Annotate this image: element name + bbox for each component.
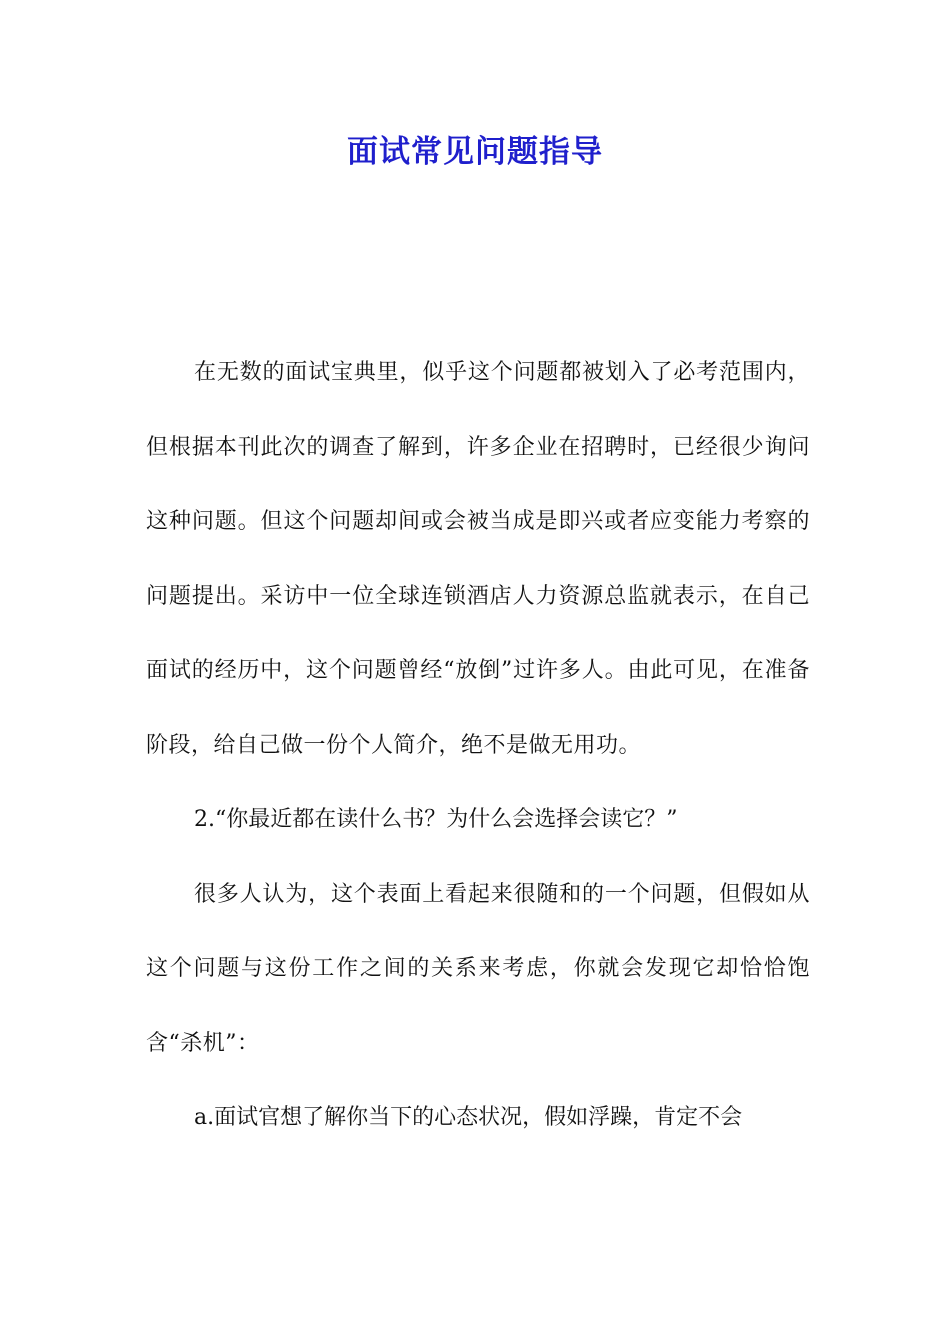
paragraph-analysis: 很多人认为，这个表面上看起来很随和的一个问题，但假如从这个问题与这份工作之间的关系来考虑，你就会发现它却恰恰饱含“杀机”： bbox=[146, 881, 810, 1056]
paragraph-question-2: 2.“你最近都在读什么书？为什么会选择会读它？” bbox=[194, 807, 678, 832]
document-title: 面试常见问题指导 bbox=[347, 134, 603, 170]
paragraph-point-a: a.面试官想了解你当下的心态状况，假如浮躁，肯定不会 bbox=[194, 1105, 743, 1130]
document-body bbox=[146, 336, 810, 1156]
paragraph-intro: 在无数的面试宝典里，似乎这个问题都被划入了必考范围内，但根据本刊此次的调查了解到，许多企业在招聘时，已经很少询问这种问题。但这个问题却间或会被当成是即兴或者应变能力考察的问题提出。采访中一位全球连锁酒店人力资源总监就表示，在自己面试的经历中，这个问题曾经“放倒”过许多人。由此可见，在准备阶段，给自己做一份个人简介，绝不是做无用功。 bbox=[146, 360, 810, 758]
